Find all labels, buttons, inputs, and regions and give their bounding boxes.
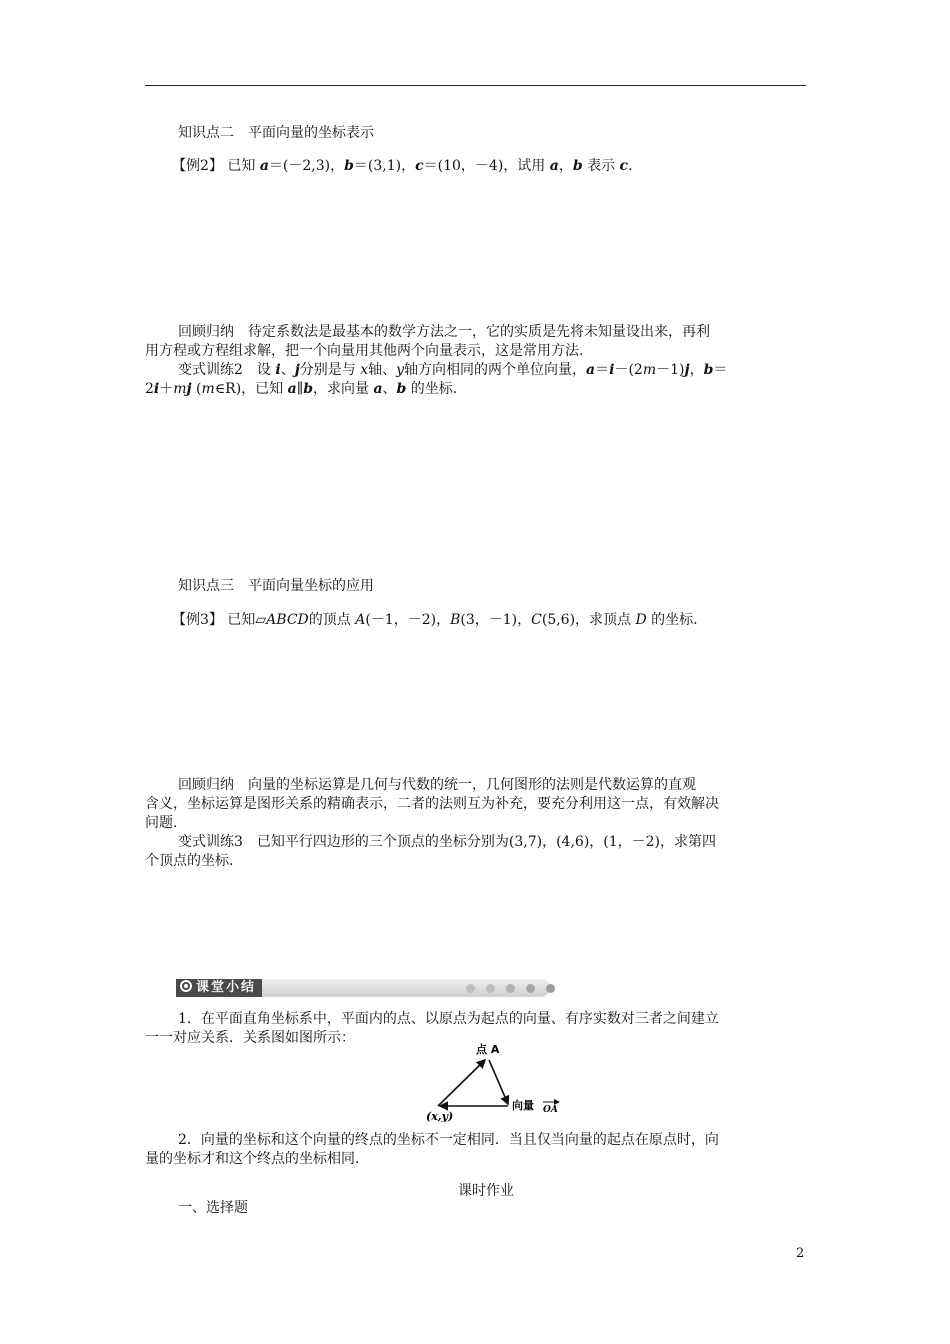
diagram-label-tuple: (x,y) [426,1110,454,1122]
dot-icon [466,984,475,993]
diagram-label-vector: 向量 [512,1099,534,1112]
variant3-line1: 变式训练3 已知平行四边形的三个顶点的坐标分别为(3,7)，(4,6)，(1，－2)，求第四 [178,834,717,850]
review3-line1: 回顾归纳 向量的坐标运算是几何与代数的统一，几何图形的法则是代数运算的直观 [178,777,696,793]
example2-tag: 【例2】 [172,158,223,174]
summary-item2-line2: 量的坐标才和这个终点的坐标相同. [145,1151,360,1167]
summary-banner [176,979,550,997]
example2 [172,157,833,176]
page-number: 2 [796,1246,805,1261]
target-icon [180,980,192,992]
relation-diagram [420,1040,570,1122]
review3-line3: 问题. [145,815,178,831]
example3 [172,611,833,630]
example2-text: 已知 a＝(－2,3)，b＝(3,1)，c＝(10，－4)，试用 a，b 表示 c. [227,158,633,174]
example3-tag: 【例3】 [172,612,223,628]
dot-icon [486,984,495,993]
review2-line2: 用方程或方程组求解，把一个向量用其他两个向量表示，这是常用方法. [145,343,584,359]
edge-point-vector [489,1060,508,1104]
summary-item2-line1: 2．向量的坐标和这个向量的终点的坐标不一定相同．当且仅当向量的起点在原点时，向 [178,1132,719,1148]
dot-icon [506,984,515,993]
variant2-line2: 2i＋mj (m∈R)，已知 a∥b，求向量 a、b 的坐标. [145,381,458,397]
dot-icon [546,984,555,993]
dot-icon [526,984,535,993]
example3-text: 已知▱ABCD的顶点 A(－1，－2)，B(3，－1)，C(5,6)，求顶点 D 的坐标. [227,612,698,628]
summary-item1-line1: 1．在平面直角坐标系中，平面内的点、以原点为起点的向量、有序实数对三者之间建立 [178,1011,719,1027]
section2-title: 知识点二 平面向量的坐标表示 [178,125,374,141]
summary-item1-line2: 一一对应关系．关系图如图所示： [145,1030,355,1046]
homework-subtitle: 一、选择题 [178,1200,248,1216]
variant2-line1: 变式训练2 设 i、j分别是与 x轴、y轴方向相同的两个单位向量，a＝i－(2m－1)j，b＝ [178,362,728,378]
section3-title: 知识点三 平面向量坐标的应用 [178,578,374,594]
diagram-label-point: 点 A [476,1043,500,1056]
homework-title: 课时作业 [458,1183,514,1199]
review2-line1: 回顾归纳 待定系数法是最基本的数学方法之一，它的实质是先将未知量设出来，再利 [178,324,710,340]
summary-label: 课堂小结 [176,979,262,997]
edge-point-tuple [438,1060,485,1106]
review3-line2: 含义，坐标运算是图形关系的精确表示，二者的法则互为补充，要充分利用这一点，有效解决 [145,796,719,812]
variant3-line2: 个顶点的坐标. [145,853,234,869]
diagram-label-oa: OA [543,1105,558,1115]
header-rule [145,85,806,86]
